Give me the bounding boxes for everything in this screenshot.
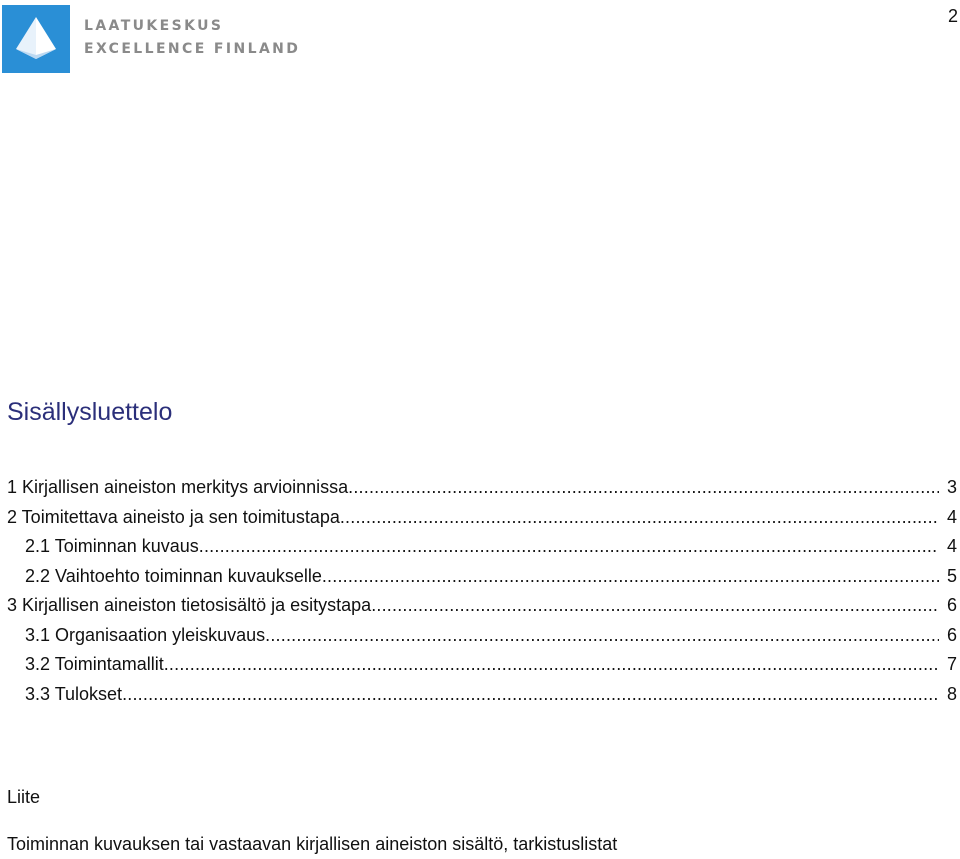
toc-entry-page: 4 bbox=[946, 536, 957, 556]
toc-subentry[interactable] bbox=[7, 623, 960, 653]
toc-entry-label: 2.2 Vaihtoehto toiminnan kuvaukselle bbox=[25, 565, 322, 586]
toc-entry-page: 6 bbox=[946, 595, 957, 615]
toc-leader-dots bbox=[199, 534, 939, 558]
toc-title: Sisällysluettelo bbox=[7, 398, 173, 426]
toc-entry-page: 3 bbox=[946, 477, 957, 497]
toc-entry-label: 3 Kirjallisen aineiston tietosisältö ja esitystapa bbox=[7, 595, 372, 615]
toc-entry[interactable] bbox=[7, 593, 960, 623]
toc-entry-page: 6 bbox=[946, 624, 957, 645]
toc-leader-dots bbox=[348, 475, 939, 499]
toc-subentry[interactable] bbox=[7, 682, 960, 712]
toc-entry[interactable] bbox=[7, 505, 960, 535]
logo-text-line2: EXCELLENCE FINLAND bbox=[84, 41, 301, 57]
toc-leader-dots bbox=[340, 505, 939, 529]
toc-leader-dots bbox=[164, 652, 939, 676]
toc-entry-page: 4 bbox=[946, 506, 957, 527]
toc-entry-label: 3.3 Tulokset bbox=[25, 683, 123, 704]
toc-entry-page: 5 bbox=[946, 565, 957, 586]
logo-text-line1: LAATUKESKUS bbox=[84, 18, 224, 34]
toc-leader-dots bbox=[122, 682, 939, 706]
laatukeskus-logo bbox=[2, 3, 302, 73]
toc-leader-dots bbox=[265, 623, 939, 647]
logo-mark-icon bbox=[2, 5, 70, 73]
toc-entry-page: 8 bbox=[946, 683, 957, 704]
toc-entry[interactable] bbox=[7, 475, 960, 505]
toc-subentry[interactable] bbox=[7, 652, 960, 682]
appendix-description: Toiminnan kuvauksen tai vastaavan kirjallisen aineiston sisältö, tarkistuslistat bbox=[7, 834, 618, 854]
toc-entry-label: 3.2 Toimintamallit bbox=[25, 654, 164, 674]
page-number: 2 bbox=[947, 6, 958, 26]
toc-entry-label: 3.1 Organisaation yleiskuvaus bbox=[25, 624, 266, 645]
toc-subentry[interactable] bbox=[7, 534, 960, 564]
toc-entry-label: 2.1 Toiminnan kuvaus bbox=[25, 536, 199, 556]
toc-list bbox=[7, 475, 960, 711]
toc-entry-label: 2 Toimitettava aineisto ja sen toimitustapa bbox=[7, 506, 340, 527]
appendix-heading: Liite bbox=[7, 787, 41, 807]
toc-entry-page: 7 bbox=[946, 654, 957, 674]
toc-leader-dots bbox=[371, 593, 939, 617]
toc-entry-label: 1 Kirjallisen aineiston merkitys arvioinnissa bbox=[7, 477, 349, 497]
toc-leader-dots bbox=[322, 564, 939, 588]
toc-subentry[interactable] bbox=[7, 564, 960, 594]
